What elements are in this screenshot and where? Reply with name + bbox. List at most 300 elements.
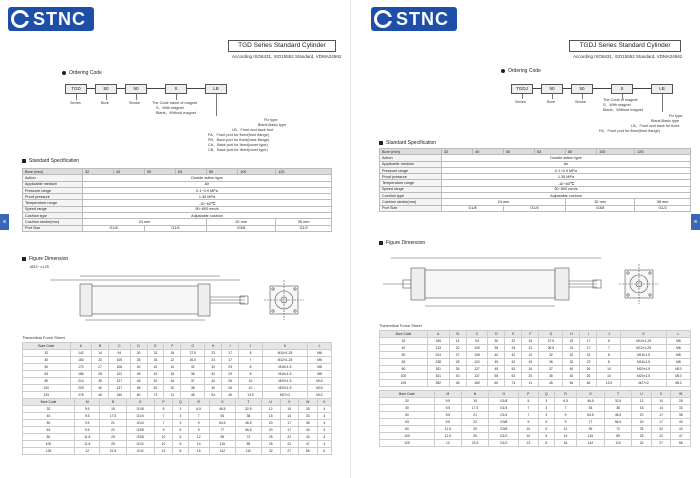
- table-cell: 54: [563, 380, 580, 387]
- table-cell: 40: [380, 405, 435, 412]
- table-cell: 9: [519, 419, 539, 426]
- table-cell: 100: [380, 373, 428, 380]
- table-header-cell: G: [539, 331, 563, 338]
- table-cell: 10: [239, 385, 263, 392]
- table-header-cell: G: [181, 343, 205, 350]
- table-cell: 105: [466, 345, 488, 352]
- table-cell: 6: [317, 448, 332, 455]
- table-row: [380, 338, 691, 345]
- table-cell: 110: [604, 440, 632, 447]
- table-cell: Bore (mm): [23, 169, 83, 175]
- table-cell: 46: [449, 380, 466, 387]
- table-cell: 54: [209, 413, 235, 420]
- table-cell: 54: [577, 405, 605, 412]
- table-cell: 32: [23, 350, 71, 357]
- table-cell: 45: [488, 366, 505, 373]
- table-cell: M20×1.5: [262, 385, 307, 392]
- table-cell: 32: [380, 338, 428, 345]
- table-cell: 160: [466, 380, 488, 387]
- table-cell: 38 mm: [635, 199, 691, 205]
- leader-line: [76, 94, 77, 100]
- table-cell: 13.5: [597, 380, 621, 387]
- table-cell: 50: [380, 412, 435, 419]
- table-cell: 25: [461, 433, 489, 440]
- figure-heading-label: Figure Dimension: [29, 256, 69, 262]
- table-cell: 8: [239, 364, 263, 371]
- table-row: [23, 413, 332, 420]
- bullet-icon: [379, 141, 383, 145]
- table-cell: 137: [109, 385, 131, 392]
- table-header-cell: H: [563, 331, 580, 338]
- table-cell: 32: [147, 350, 164, 357]
- table-header-cell: F: [522, 331, 539, 338]
- table-cell: 11.5: [75, 434, 100, 441]
- table-cell: 40: [473, 149, 504, 155]
- table-cell: 60: [488, 380, 505, 387]
- table-header-cell: U: [262, 399, 281, 406]
- table-cell: 3: [538, 405, 554, 412]
- table-row: [380, 352, 691, 359]
- table-cell: G3/8: [126, 434, 154, 441]
- table-cell: 9: [554, 419, 576, 426]
- table-header-cell: Bore Code: [380, 391, 435, 398]
- code-label-stroke: Stroke: [575, 100, 586, 104]
- table-cell: 22: [651, 426, 671, 433]
- table-cell: 46: [222, 392, 239, 399]
- table-row: [380, 440, 691, 447]
- table-cell: 32: [23, 406, 75, 413]
- table-cell: 16: [188, 448, 209, 455]
- table-cell: Cushion stroke(mm): [380, 199, 442, 205]
- stnc-logo: [8, 7, 94, 31]
- table-cell: 21: [100, 420, 126, 427]
- table-header-cell: P: [519, 391, 539, 398]
- table-header-cell: Q: [538, 391, 554, 398]
- code-label-bore: Bore: [547, 100, 556, 104]
- code-dash: [533, 88, 541, 89]
- table-cell: 11.5: [75, 441, 100, 448]
- table-cell: 63: [535, 149, 566, 155]
- table-cell: 32: [563, 352, 580, 359]
- table-cell: 125: [380, 440, 435, 447]
- table-cell: 125: [23, 392, 71, 399]
- table-cell: 12: [188, 434, 209, 441]
- table-header-cell: J: [239, 343, 263, 350]
- brand-name: STNC: [396, 8, 449, 29]
- table-row: [23, 441, 332, 448]
- table-cell: 42: [147, 364, 164, 371]
- table-cell: 46.5: [235, 420, 261, 427]
- table-cell: 36: [181, 371, 205, 378]
- spec-heading: [379, 140, 436, 146]
- table-cell: 3: [173, 413, 188, 420]
- table-row: [380, 398, 691, 405]
- table-cell: G1/4: [145, 225, 207, 231]
- code-label-series: Series: [70, 101, 81, 105]
- table-cell: 40: [563, 366, 580, 373]
- table-header-row: [380, 391, 691, 398]
- table-cell: 40: [563, 373, 580, 380]
- table-header-cell: H: [205, 343, 222, 350]
- force-table-1: [22, 342, 332, 399]
- table-header-cell: K: [262, 343, 307, 350]
- table-cell: 7: [239, 357, 263, 364]
- table-cell: 281: [427, 366, 449, 373]
- table-cell: 26: [580, 373, 597, 380]
- table-cell: 10: [519, 426, 539, 433]
- table-header-cell: B: [92, 343, 109, 350]
- table-cell: G3/8: [207, 225, 276, 231]
- page-subtitle: According ISO6431, ISO15552 Standard, VDMA24562: [573, 54, 683, 59]
- table-cell: 32: [181, 364, 205, 371]
- table-cell: 14: [554, 433, 576, 440]
- stnc-logo-icon: [374, 10, 392, 28]
- table-cell: Applicable medium: [380, 161, 442, 167]
- table-cell: 80: [380, 426, 435, 433]
- table-cell: 56.5: [235, 427, 261, 434]
- table-cell: 100: [238, 169, 276, 175]
- table-cell: Double action type: [442, 155, 691, 161]
- table-cell: 38: [539, 373, 563, 380]
- table-header-cell: W: [671, 391, 691, 398]
- table-cell: M16×1.5: [262, 371, 307, 378]
- force-sheet-title: Theoretical Force Sheet: [22, 335, 65, 340]
- table-cell: 11: [164, 392, 181, 399]
- table-header-cell: J: [597, 331, 621, 338]
- code-box-fix: LB: [651, 84, 673, 94]
- table-cell: G1/2: [635, 205, 691, 211]
- table-cell: M16×1.5: [621, 359, 666, 366]
- leader-line: [582, 94, 583, 99]
- leader-line: [176, 94, 177, 100]
- table-cell: 14: [280, 413, 299, 420]
- table-cell: G1/4: [504, 205, 566, 211]
- fix-type-note: FB、Back port for fixed(back flange): [208, 138, 270, 142]
- table-cell: 16: [554, 440, 576, 447]
- page-title: TGDJ Series Standard Cylinder: [569, 40, 681, 52]
- table-cell: G1/8: [126, 406, 154, 413]
- page-title: TGD Series Standard Cylinder: [228, 40, 336, 52]
- table-cell: 45: [130, 378, 147, 385]
- table-cell: 32.5: [235, 406, 261, 413]
- table-cell: 0.1~0.9 MPa: [83, 187, 332, 193]
- table-cell: 10: [522, 352, 539, 359]
- table-cell: 80: [207, 169, 238, 175]
- fix-type-note: LB、Front and back foot: [232, 128, 274, 132]
- table-cell: 25: [100, 441, 126, 448]
- table-cell: 25: [262, 441, 281, 448]
- code-box-bore: 50: [541, 84, 563, 94]
- table-header-cell: C: [466, 331, 488, 338]
- table-cell: 186: [70, 371, 92, 378]
- table-cell: 1.35 MPa: [83, 194, 332, 200]
- table-cell: 22.5: [100, 448, 126, 455]
- table-cell: 22: [280, 441, 299, 448]
- table-cell: 46.5: [577, 398, 605, 405]
- table-row: [23, 385, 332, 392]
- figure-heading: [379, 240, 425, 246]
- table-cell: 23: [222, 371, 239, 378]
- table-header-cell: N: [100, 399, 126, 406]
- magnet-note: Blank、Without magnet: [156, 111, 196, 115]
- table-cell: 6.5: [554, 398, 576, 405]
- table-cell: 37: [181, 378, 205, 385]
- table-cell: 35: [488, 345, 505, 352]
- table-cell: Cushion stroke(mm): [23, 219, 83, 225]
- table-cell: 50: [145, 169, 176, 175]
- table-cell: 25: [632, 433, 652, 440]
- table-cell: 160: [109, 392, 131, 399]
- table-cell: 22: [280, 434, 299, 441]
- section-side-tab: III: [0, 214, 9, 230]
- table-cell: 26: [222, 378, 239, 385]
- table-cell: 42: [505, 352, 522, 359]
- table-cell: 32: [380, 398, 435, 405]
- table-header-cell: B: [449, 331, 466, 338]
- table-cell: 32: [563, 359, 580, 366]
- table-cell: M12×1.25: [621, 345, 666, 352]
- table-cell: 21: [461, 412, 489, 419]
- table-row: [23, 371, 332, 378]
- force-table-1: [379, 330, 691, 387]
- code-box-series: TGD: [65, 84, 87, 94]
- table-header-cell: F: [164, 343, 181, 350]
- table-cell: M6: [308, 350, 332, 357]
- table-header-cell: O: [489, 391, 519, 398]
- leader-line: [662, 94, 663, 112]
- table-header-cell: E: [147, 343, 164, 350]
- table-cell: 80: [380, 366, 428, 373]
- table-cell: 17.5: [100, 413, 126, 420]
- table-cell: M20×1.5: [621, 373, 666, 380]
- table-cell: 27.5: [539, 338, 563, 345]
- table-cell: 32.5: [604, 398, 632, 405]
- table-cell: 80: [566, 149, 597, 155]
- table-row: [23, 378, 332, 385]
- table-row: [380, 345, 691, 352]
- table-header-cell: L: [308, 343, 332, 350]
- table-cell: 14: [188, 441, 209, 448]
- table-cell: 7: [154, 413, 173, 420]
- table-cell: 10: [164, 364, 181, 371]
- table-cell: M20×1.5: [621, 366, 666, 373]
- table-cell: 40: [380, 345, 428, 352]
- fix-type-title: Fix type:: [669, 114, 684, 118]
- table-cell: 11.5: [434, 433, 461, 440]
- table-cell: M16×1.5: [621, 352, 666, 359]
- table-cell: 17: [651, 412, 671, 419]
- ordering-code-label: Ordering Code: [508, 68, 541, 74]
- bullet-icon: [62, 71, 66, 75]
- table-cell: M12: [308, 392, 332, 399]
- table-row: [23, 448, 332, 455]
- table-cell: G1/2: [489, 440, 519, 447]
- table-cell: 22: [651, 433, 671, 440]
- table-cell: 10: [597, 366, 621, 373]
- figure-note: Ø32~×125: [30, 264, 49, 269]
- table-cell: M10: [308, 378, 332, 385]
- table-cell: M27×2: [621, 380, 666, 387]
- table-cell: G1/8: [489, 398, 519, 405]
- table-cell: Applicable medium: [23, 181, 83, 187]
- table-cell: 30: [488, 338, 505, 345]
- table-row: [23, 364, 332, 371]
- table-cell: 17.5: [461, 405, 489, 412]
- table-cell: 23: [580, 352, 597, 359]
- table-cell: 64.5: [209, 420, 235, 427]
- table-cell: G1/4: [489, 412, 519, 419]
- table-cell: 34: [505, 345, 522, 352]
- table-cell: 100: [23, 441, 75, 448]
- ordering-code-heading: [501, 68, 541, 74]
- table-cell: 100: [380, 433, 435, 440]
- table-cell: Port Size: [23, 225, 83, 231]
- table-cell: 276: [70, 392, 92, 399]
- table-cell: 125: [380, 380, 428, 387]
- table-cell: 42: [147, 371, 164, 378]
- table-cell: 3: [538, 398, 554, 405]
- table-header-cell: P: [154, 399, 173, 406]
- table-cell: 23: [563, 338, 580, 345]
- table-cell: 16: [522, 366, 539, 373]
- figure-heading-label: Figure Dimension: [386, 240, 426, 246]
- table-cell: 77: [209, 427, 235, 434]
- table-cell: 4: [317, 406, 332, 413]
- section-side-tab: III: [691, 214, 700, 230]
- table-cell: 108: [466, 352, 488, 359]
- table-cell: 14: [92, 350, 109, 357]
- table-cell: M6: [666, 345, 690, 352]
- table-cell: 100: [597, 149, 635, 155]
- table-cell: 35: [92, 378, 109, 385]
- fix-type-note: Blank,Basic type: [258, 123, 287, 127]
- table-cell: 32: [539, 352, 563, 359]
- table-cell: 45: [130, 371, 147, 378]
- table-cell: 50~800 mm/s: [83, 206, 332, 212]
- table-cell: 20: [522, 373, 539, 380]
- table-cell: 15: [522, 359, 539, 366]
- table-header-cell: A: [70, 343, 92, 350]
- table-cell: 54: [205, 392, 222, 399]
- table-cell: 37: [539, 366, 563, 373]
- table-cell: 63: [23, 371, 71, 378]
- table-cell: 0.1~0.9 MPa: [442, 167, 691, 173]
- table-cell: 12: [522, 345, 539, 352]
- code-label-magnet: The Code name of magnet: [152, 101, 198, 105]
- table-cell: 16: [262, 413, 281, 420]
- table-cell: Adjustable cushion: [442, 193, 691, 199]
- stnc-logo: [371, 7, 457, 31]
- table-cell: 46: [92, 392, 109, 399]
- table-cell: 32 mm: [207, 219, 276, 225]
- table-cell: 5: [173, 441, 188, 448]
- table-cell: 9: [554, 412, 576, 419]
- table-cell: 20: [164, 385, 181, 392]
- table-row: [23, 434, 332, 441]
- spec-heading-label: Standard Specification: [29, 158, 80, 164]
- table-cell: 3: [173, 406, 188, 413]
- table-cell: 20: [262, 420, 281, 427]
- table-cell: 30: [130, 350, 147, 357]
- table-cell: G1/8: [83, 225, 145, 231]
- table-cell: 20: [262, 427, 281, 434]
- table-cell: 73: [147, 392, 164, 399]
- table-cell: G1/2: [126, 441, 154, 448]
- table-cell: 8: [239, 350, 263, 357]
- table-cell: M27×2: [262, 392, 307, 399]
- bullet-icon: [501, 69, 505, 73]
- table-cell: 73: [505, 380, 522, 387]
- table-cell: M16×1.5: [262, 364, 307, 371]
- table-cell: 213: [427, 345, 449, 352]
- table-cell: 40: [23, 357, 71, 364]
- table-cell: 7: [519, 405, 539, 412]
- table-cell: 47: [671, 433, 691, 440]
- table-header-cell: Bore Code: [23, 399, 75, 406]
- code-dash: [633, 88, 651, 89]
- table-cell: 26.5: [539, 345, 563, 352]
- table-cell: 5: [154, 406, 173, 413]
- table-cell: Temperature range: [23, 200, 83, 206]
- table-cell: Air: [83, 181, 332, 187]
- code-dash: [563, 88, 571, 89]
- table-cell: 170: [70, 364, 92, 371]
- table-cell: 94: [109, 350, 131, 357]
- table-cell: 50: [23, 364, 71, 371]
- table-header-cell: O: [126, 399, 154, 406]
- table-cell: 24: [563, 345, 580, 352]
- table-cell: 10: [154, 441, 173, 448]
- code-dash: [147, 88, 165, 89]
- table-cell: 40: [449, 373, 466, 380]
- table-cell: -10~60℃: [83, 200, 332, 206]
- ordering-code-heading: [62, 70, 102, 76]
- table-cell: 50: [504, 149, 535, 155]
- table-cell: 14: [449, 338, 466, 345]
- table-cell: 7: [554, 405, 576, 412]
- table-cell: 10: [280, 406, 299, 413]
- table-row: [380, 380, 691, 387]
- table-header-cell: Q: [173, 399, 188, 406]
- fix-type-note: FA、Front port for fixed(front flange): [599, 129, 660, 133]
- table-cell: 32: [442, 149, 473, 155]
- table-cell: 32: [262, 448, 281, 455]
- table-header-cell: S: [577, 391, 605, 398]
- table-row: [380, 373, 691, 380]
- table-cell: 23: [222, 364, 239, 371]
- table-cell: 27.5: [181, 350, 205, 357]
- table-cell: 27: [280, 448, 299, 455]
- code-box-series: TGDJ: [511, 84, 533, 94]
- table-cell: 23: [205, 350, 222, 357]
- table-header-row: [23, 343, 332, 350]
- table-cell: G3/8: [126, 427, 154, 434]
- table-cell: 35: [449, 366, 466, 373]
- table-cell: 5: [173, 427, 188, 434]
- table-header-cell: C: [109, 343, 131, 350]
- table-cell: 125: [23, 448, 75, 455]
- table-cell: 4: [317, 420, 332, 427]
- table-cell: 34: [147, 357, 164, 364]
- table-cell: 26: [222, 385, 239, 392]
- table-cell: 8: [239, 371, 263, 378]
- table-cell: Bore (mm): [380, 149, 442, 155]
- figure-heading: [22, 256, 68, 262]
- table-cell: 11.5: [434, 426, 461, 433]
- table-cell: Pressure range: [23, 187, 83, 193]
- table-header-cell: T: [604, 391, 632, 398]
- leader-line: [106, 94, 107, 100]
